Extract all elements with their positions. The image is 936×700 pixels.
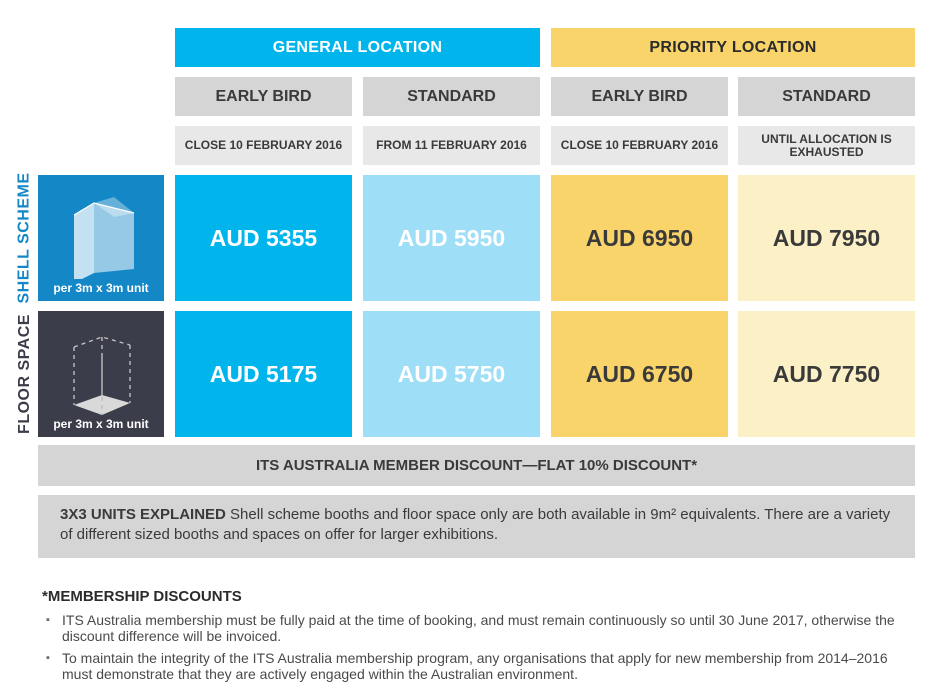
list-item: ▪ To maintain the integrity of the ITS Australia membership program, any organisations that apply for new membership from 2014–2016 must demonstrate that they are actively engaged within the Australian environment. (44, 650, 914, 682)
priority-location-header: PRIORITY LOCATION (551, 28, 915, 67)
floor-general-standard-price: AUD 5750 (363, 311, 540, 437)
general-standard-date: FROM 11 FEBRUARY 2016 (363, 126, 540, 165)
units-explained-box (38, 495, 915, 558)
priority-early-bird-header: EARLY BIRD (551, 77, 728, 116)
shell-priority-standard-price: AUD 7950 (738, 175, 915, 301)
general-location-header: GENERAL LOCATION (175, 28, 540, 67)
units-explained-text: Shell scheme booths and floor space only are both available in 9m² equivalents. There are a variety of different sized booths and spaces on offer for larger exhibitions. (60, 506, 891, 543)
general-early-bird-header: EARLY BIRD (175, 77, 352, 116)
general-standard-header: STANDARD (363, 77, 540, 116)
floor-space-unit-caption: per 3m x 3m unit (53, 417, 149, 431)
shell-priority-early-bird-price: AUD 6950 (551, 175, 728, 301)
list-item: ▪ ITS Australia membership must be fully paid at the time of booking, and must remain continuously so until 30 June 2017, otherwise the discount difference will be invoiced. (44, 612, 914, 644)
units-explained-title: 3X3 UNITS EXPLAINED (60, 506, 226, 523)
member-discount-banner: ITS AUSTRALIA MEMBER DISCOUNT—FLAT 10% DISCOUNT* (38, 445, 915, 486)
shell-scheme-image (38, 175, 164, 301)
shell-scheme-unit-caption: per 3m x 3m unit (53, 281, 149, 295)
priority-standard-header: STANDARD (738, 77, 915, 116)
priority-standard-date: UNTIL ALLOCATION IS EXHAUSTED (738, 126, 915, 165)
shell-scheme-booth-icon (60, 189, 142, 279)
shell-scheme-label: SHELL SCHEME (16, 172, 33, 304)
floor-space-outline-icon (60, 325, 142, 415)
priority-early-bird-date: CLOSE 10 FEBRUARY 2016 (551, 126, 728, 165)
membership-discounts-list (44, 612, 914, 688)
shell-general-early-bird-price: AUD 5355 (175, 175, 352, 301)
floor-space-image (38, 311, 164, 437)
floor-priority-standard-price: AUD 7750 (738, 311, 915, 437)
floor-space-label: FLOOR SPACE (16, 314, 33, 434)
floor-general-early-bird-price: AUD 5175 (175, 311, 352, 437)
membership-discounts-title: *MEMBERSHIP DISCOUNTS (42, 588, 242, 605)
floor-priority-early-bird-price: AUD 6750 (551, 311, 728, 437)
shell-general-standard-price: AUD 5950 (363, 175, 540, 301)
general-early-bird-date: CLOSE 10 FEBRUARY 2016 (175, 126, 352, 165)
